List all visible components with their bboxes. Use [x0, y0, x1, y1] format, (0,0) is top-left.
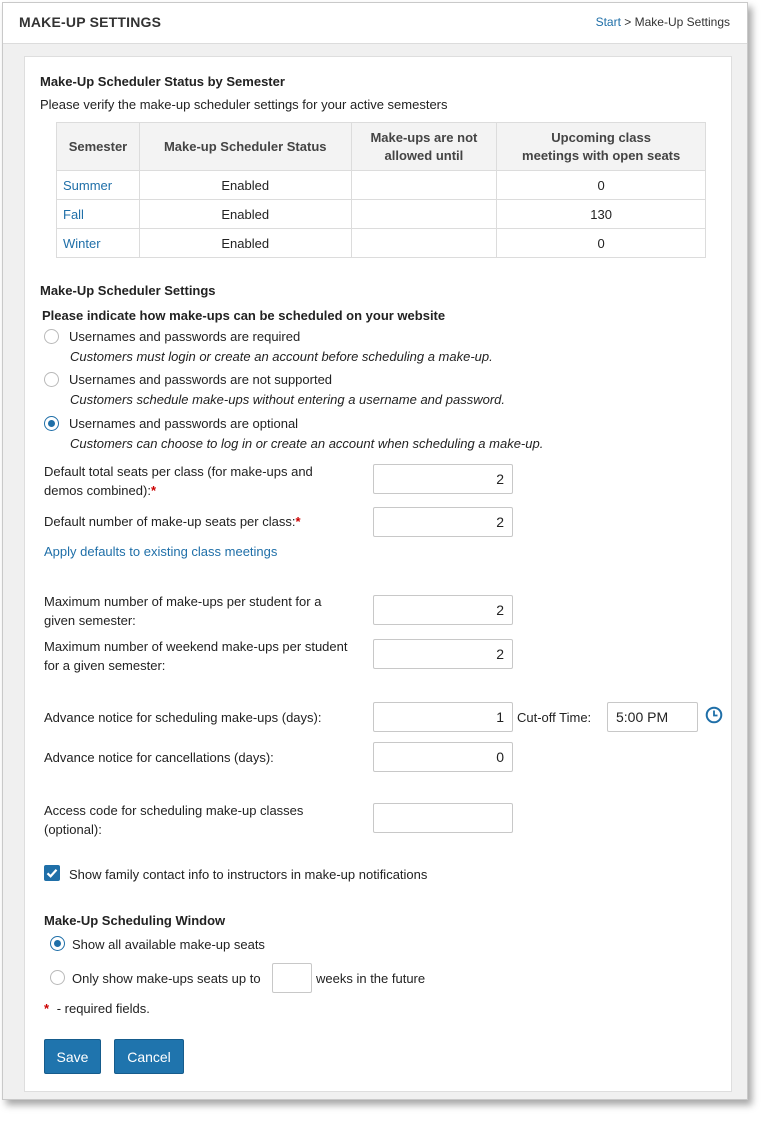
- column-header-semester: Semester: [57, 123, 140, 171]
- semester-link-fall[interactable]: Fall: [57, 200, 140, 229]
- table-row: [57, 200, 706, 229]
- max-weekend-makeups-label: Maximum number of weekend make-ups per student for a given semester:: [44, 639, 348, 673]
- login-question: Please indicate how make-ups can be scheduled on your website: [42, 308, 446, 323]
- cancel-button[interactable]: Cancel: [114, 1039, 184, 1074]
- login-not-supported-description: Customers schedule make-ups without entering a username and password.: [70, 392, 506, 407]
- apply-defaults-link[interactable]: Apply defaults to existing class meetings: [44, 544, 278, 559]
- table-header-row: [57, 123, 706, 171]
- required-star: *: [295, 514, 301, 529]
- default-makeup-seats-input[interactable]: 2: [373, 507, 513, 537]
- open-seats-cell: 0: [497, 171, 706, 200]
- login-optional-label: Usernames and passwords are optional: [69, 416, 299, 431]
- default-makeup-seats-label: Default number of make-up seats per class:*: [44, 514, 301, 529]
- save-button[interactable]: Save: [44, 1039, 101, 1074]
- required-star: *: [44, 1001, 50, 1016]
- top-bar: [3, 3, 747, 44]
- access-code-input[interactable]: [373, 803, 513, 833]
- cancel-notice-input[interactable]: 0: [373, 742, 513, 772]
- status-cell: Enabled: [139, 229, 351, 258]
- advance-notice-label: Advance notice for scheduling make-ups (days):: [44, 710, 322, 725]
- status-section-title: Make-Up Scheduler Status by Semester: [40, 74, 285, 89]
- semester-link-summer[interactable]: Summer: [57, 171, 140, 200]
- max-makeups-input[interactable]: 2: [373, 595, 513, 625]
- column-header-not-allowed-until: Make-ups are not allowed until: [351, 123, 497, 171]
- page-title: MAKE-UP SETTINGS: [19, 14, 162, 30]
- default-total-seats-label: Default total seats per class (for make-ups and demos combined):*: [44, 464, 313, 498]
- semester-link-winter[interactable]: Winter: [57, 229, 140, 258]
- column-header-status: Make-up Scheduler Status: [139, 123, 351, 171]
- not-allowed-until-cell: [351, 229, 497, 258]
- limit-weeks-input[interactable]: [272, 963, 312, 993]
- not-allowed-until-cell: [351, 200, 497, 229]
- table-row: [57, 229, 706, 258]
- status-section-subtitle: Please verify the make-up scheduler settings for your active semesters: [40, 97, 448, 112]
- login-not-supported-radio[interactable]: [44, 372, 59, 387]
- login-not-supported-label: Usernames and passwords are not supported: [69, 372, 333, 387]
- login-required-radio[interactable]: [44, 329, 59, 344]
- limit-weeks-label-after: weeks in the future: [316, 971, 426, 986]
- status-cell: Enabled: [139, 200, 351, 229]
- show-all-seats-radio[interactable]: [50, 936, 65, 951]
- required-fields-note: * - required fields.: [44, 1001, 150, 1016]
- settings-section-title: Make-Up Scheduler Settings: [40, 283, 216, 298]
- advance-notice-input[interactable]: 1: [373, 702, 513, 732]
- settings-window: [2, 2, 748, 1100]
- cutoff-time-label: Cut-off Time:: [517, 710, 592, 725]
- login-required-label: Usernames and passwords are required: [69, 329, 301, 344]
- max-makeups-label: Maximum number of make-ups per student for a given semester:: [44, 594, 322, 628]
- status-cell: Enabled: [139, 171, 351, 200]
- show-all-seats-label: Show all available make-up seats: [72, 937, 265, 952]
- breadcrumb-start-link[interactable]: Start: [595, 15, 621, 29]
- open-seats-cell: 130: [497, 200, 706, 229]
- breadcrumb-separator: >: [624, 15, 632, 29]
- limit-weeks-label-before: Only show make-ups seats up to: [72, 971, 261, 986]
- required-star: *: [150, 483, 157, 498]
- semester-status-table: [56, 122, 706, 258]
- breadcrumb: [596, 15, 730, 29]
- not-allowed-until-cell: [351, 171, 497, 200]
- cutoff-time-input[interactable]: 5:00 PM: [607, 702, 698, 732]
- login-optional-description: Customers can choose to log in or create an account when scheduling a make-up.: [70, 436, 544, 451]
- checkmark-icon: [44, 865, 60, 881]
- settings-panel: [24, 56, 732, 1092]
- login-optional-radio[interactable]: [44, 416, 59, 431]
- open-seats-cell: 0: [497, 229, 706, 258]
- breadcrumb-current: Make-Up Settings: [634, 15, 730, 29]
- limit-weeks-radio[interactable]: [50, 970, 65, 985]
- cancel-notice-label: Advance notice for cancellations (days):: [44, 750, 274, 765]
- table-row: [57, 171, 706, 200]
- login-required-description: Customers must login or create an account before scheduling a make-up.: [70, 349, 493, 364]
- column-header-open-seats: Upcoming class meetings with open seats: [497, 123, 706, 171]
- clock-icon[interactable]: [705, 706, 723, 724]
- default-total-seats-input[interactable]: 2: [373, 464, 513, 494]
- scheduling-window-title: Make-Up Scheduling Window: [44, 913, 226, 928]
- max-weekend-makeups-input[interactable]: 2: [373, 639, 513, 669]
- show-contact-checkbox[interactable]: [44, 865, 60, 881]
- access-code-label: Access code for scheduling make-up classes (optional):: [44, 803, 304, 837]
- show-contact-label: Show family contact info to instructors in make-up notifications: [69, 867, 428, 882]
